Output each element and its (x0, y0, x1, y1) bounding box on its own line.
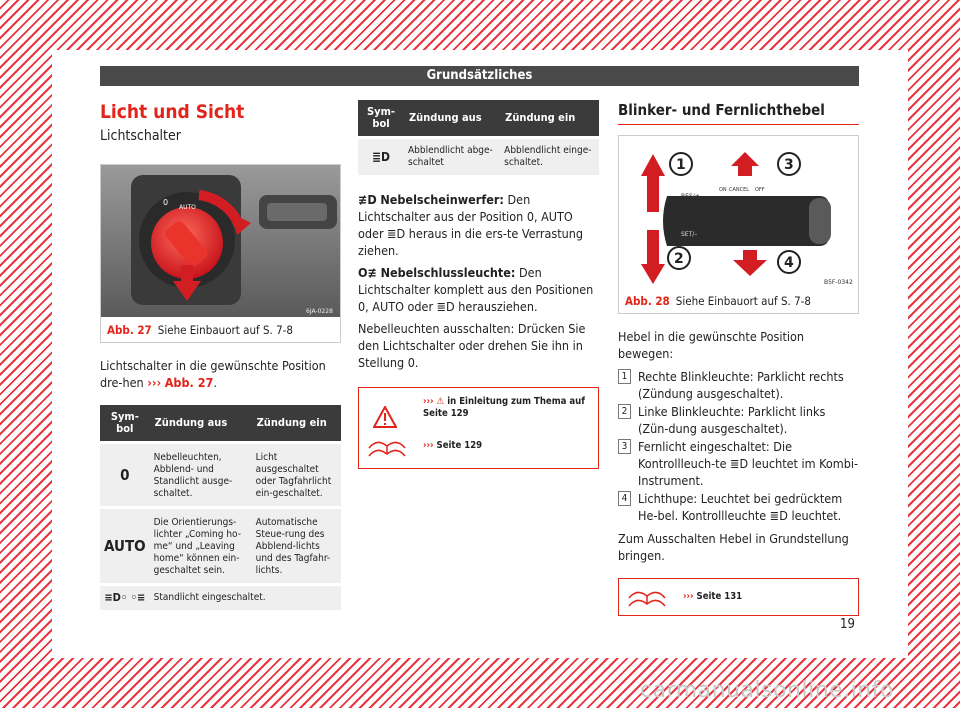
column-right (618, 100, 859, 616)
book-reference-icon (367, 436, 407, 458)
step-number: 2 (618, 404, 631, 419)
reference-notice-box (618, 578, 859, 616)
callout-1: 1 (676, 157, 686, 173)
fog-front-paragraph (358, 191, 599, 259)
symbol-auto: AUTO (100, 508, 150, 585)
section-title: Blinker- und Fernlichthebel (618, 100, 859, 125)
table-row (100, 443, 341, 508)
table-cell: Licht ausgeschaltet oder Tagfahrlicht ein-geschaltet. (252, 443, 341, 508)
callout-2: 2 (674, 251, 684, 267)
list-item (618, 490, 859, 524)
step-list (618, 368, 859, 524)
figure-ref-link[interactable]: Abb. 27 (164, 375, 214, 390)
switch-position-table (100, 405, 341, 610)
figure-caption-text: Siehe Einbauort auf S. 7-8 (157, 323, 293, 337)
chapter-header (100, 66, 859, 86)
lever-label-res: RES/+ (681, 193, 700, 200)
fog-rear-title: Nebelschlussleuchte: (380, 265, 516, 280)
step-text: Lichthupe: Leuchtet bei gedrücktem He-bel. Kontrollleuchte ≣D leuchtet. (638, 491, 843, 523)
paragraph-text: Lichtschalter in die gewünschte Position dre-hen (100, 358, 326, 390)
fog-off-paragraph: Nebelleuchten ausschalten: Drücken Sie den Lichtschalter oder drehen Sie ihn in Stellung 0. (358, 321, 586, 370)
list-item (618, 403, 859, 437)
lever-image (619, 136, 858, 288)
fog-front-text: Den Lichtschalter aus der Position 0, AUTO oder ≣D heraus in die ers-te Verrastung ziehen. (358, 192, 584, 258)
callout-3: 3 (784, 157, 794, 173)
ref-arrows: ››› (147, 375, 162, 390)
col-header-symbol: Sym-bol (100, 405, 150, 443)
list-item (618, 368, 859, 402)
step-number: 4 (618, 491, 631, 506)
parking-light-icon: ≡D◦ ◦≡ (100, 585, 150, 611)
page-ref[interactable] (423, 440, 482, 452)
figure-label: Abb. 28 (625, 294, 670, 308)
table-row (358, 138, 599, 176)
table-header-row (358, 100, 599, 138)
lever-label-off: OFF (755, 187, 765, 193)
figure-caption (619, 288, 858, 313)
page-ref-text: Seite 131 (696, 591, 743, 602)
watermark: carmanualsonline.info (640, 678, 894, 703)
ref-arrows: ››› (423, 440, 434, 451)
paragraph-suffix: . (213, 375, 217, 390)
instruction-paragraph (100, 357, 341, 391)
lever-label-on: ON (719, 187, 727, 193)
svg-text:AUTO: AUTO (179, 204, 196, 211)
fog-front-icon: ≢D (358, 192, 377, 207)
figure-caption (101, 317, 340, 342)
closing-paragraph: Zum Ausschalten Hebel in Grundstellung bringen. (618, 531, 849, 563)
section-title: Licht und Sicht (100, 101, 245, 123)
figure-code: B5F-0342 (824, 279, 853, 286)
table-cell: Nebelleuchten, Abblend- und Standlicht ausge-schaltet. (150, 443, 252, 508)
fog-rear-icon: O≢ (358, 265, 377, 280)
page-number: 19 (840, 617, 855, 632)
figure-caption-text: Siehe Einbauort auf S. 7-8 (675, 294, 811, 308)
book-reference-icon (627, 586, 667, 608)
ref-arrows: ››› (423, 396, 434, 407)
step-text: Linke Blinkleuchte: Parklicht links (Zün-dung ausgeschaltet). (638, 404, 826, 436)
table-cell: Abblendlicht abge-schaltet (404, 138, 500, 176)
step-number: 3 (618, 439, 631, 454)
svg-text:0: 0 (163, 198, 169, 207)
step-number: 1 (618, 369, 631, 384)
list-item (618, 438, 859, 489)
inline-warning-icon: ⚠ (436, 396, 445, 407)
col-header-ignition-off: Zündung aus (404, 100, 500, 138)
column-left (100, 100, 341, 610)
table-cell: Die Orientierungs-lichter „Coming ho-me“ und „Leaving home“ können ein-geschaltet sein. (150, 508, 252, 585)
table-header-row (100, 405, 341, 443)
step-text: Fernlicht eingeschaltet: Die Kontrollleuch-te ≣D leuchtet im Kombi-Instrument. (638, 439, 859, 488)
subsection-title: Lichtschalter (100, 128, 181, 144)
figure-light-switch (100, 164, 341, 343)
intro-paragraph: Hebel in die gewünschte Position bewegen: (618, 329, 805, 361)
low-beam-table (358, 100, 599, 175)
col-header-ignition-on: Zündung ein (500, 100, 599, 138)
figure-code: 6JA-0228 (306, 308, 333, 315)
fog-rear-text: Den Lichtschalter komplett aus den Positionen 0, AUTO oder ≣D herausziehen. (358, 265, 594, 314)
lever-label-set: SET/– (681, 231, 698, 238)
page-ref-text: Seite 129 (436, 440, 483, 451)
warning-notice-box (358, 387, 599, 469)
col-header-ignition-on: Zündung ein (252, 405, 341, 443)
symbol-off: 0 (100, 443, 150, 508)
fog-front-title: Nebelscheinwerfer: (380, 192, 504, 207)
lever-label-cancel: CANCEL (729, 187, 750, 193)
table-cell: Abblendlicht einge-schaltet. (500, 138, 599, 176)
step-text: Rechte Blinkleuchte: Parklicht rechts (Zündung ausgeschaltet). (638, 369, 844, 401)
ref-arrows: ››› (683, 591, 694, 602)
light-switch-image (101, 165, 340, 317)
warning-ref-text: in Einleitung zum Thema auf Seite 129 (423, 396, 585, 419)
warning-ref[interactable] (423, 396, 593, 420)
page-ref[interactable] (683, 591, 742, 603)
col-header-symbol: Sym-bol (358, 100, 404, 138)
figure-label: Abb. 27 (107, 323, 152, 337)
fog-rear-paragraph (358, 264, 599, 315)
table-row (100, 585, 341, 611)
warning-triangle-icon (373, 406, 397, 428)
table-cell: Automatische Steue-rung des Abblend-lichts und des Tagfahr-lichts. (252, 508, 341, 585)
table-row (100, 508, 341, 585)
column-middle (358, 100, 599, 469)
chapter-title: Grundsätzliches (426, 68, 533, 83)
col-header-ignition-off: Zündung aus (150, 405, 252, 443)
low-beam-icon: ≣D (358, 138, 404, 176)
figure-turn-signal-lever (618, 135, 859, 314)
table-cell: Standlicht eingeschaltet. (150, 585, 341, 611)
callout-4: 4 (784, 255, 794, 271)
